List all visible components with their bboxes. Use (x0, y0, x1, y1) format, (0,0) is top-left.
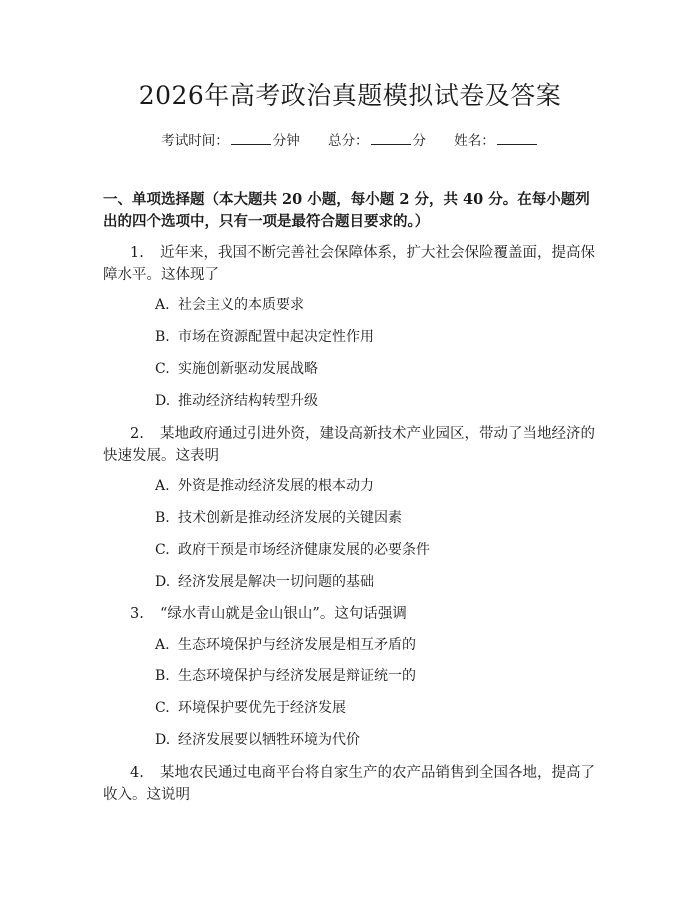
total-score-label: 总分： (328, 133, 369, 149)
question-3-option-c[interactable] (155, 698, 595, 718)
total-score-blank[interactable] (371, 131, 411, 145)
option-text: 经济发展是解决一切问题的基础 (178, 574, 374, 590)
option-text: 实施创新驱动发展战略 (178, 361, 318, 377)
question-2-option-d[interactable] (155, 572, 595, 592)
option-letter: B. (155, 329, 170, 345)
option-letter: D. (155, 732, 171, 748)
option-text: 经济发展要以牺牲环境为代价 (178, 732, 360, 748)
question-stem: 近年来，我国不断完善社会保障体系，扩大社会保险覆盖面，提高保障水平。这体现了 (103, 245, 595, 283)
option-letter: C. (155, 361, 170, 377)
question-3 (103, 603, 598, 625)
question-1 (103, 242, 598, 286)
option-text: 推动经济结构转型升级 (178, 393, 318, 409)
question-number: 2. (130, 426, 144, 442)
option-letter: A. (155, 637, 170, 653)
option-text: 生态环境保护与经济发展是相互矛盾的 (178, 637, 416, 653)
option-letter: A. (155, 297, 170, 313)
question-number: 4. (130, 765, 144, 781)
question-1-option-c[interactable] (155, 359, 595, 379)
exam-time-unit: 分钟 (272, 133, 300, 149)
question-2-option-c[interactable] (155, 540, 595, 560)
option-letter: C. (155, 700, 170, 716)
question-3-option-a[interactable] (155, 635, 595, 655)
option-letter: B. (155, 668, 170, 684)
option-letter: D. (155, 574, 171, 590)
question-1-option-b[interactable] (155, 327, 595, 347)
option-letter: C. (155, 542, 170, 558)
total-score-unit: 分 (412, 133, 426, 149)
name-field (454, 131, 539, 151)
option-text: 市场在资源配置中起决定性作用 (178, 329, 374, 345)
exam-time-blank[interactable] (231, 131, 271, 145)
option-letter: A. (155, 478, 170, 494)
question-stem: “绿水青山就是金山银山”。这句话强调 (160, 606, 407, 622)
question-stem: 某地政府通过引进外资，建设高新技术产业园区，带动了当地经济的快速发展。这表明 (103, 426, 595, 464)
question-1-option-a[interactable] (155, 295, 595, 315)
question-stem: 某地农民通过电商平台将自家生产的农产品销售到全国各地，提高了收入。这说明 (103, 765, 595, 803)
page-title: 2026年高考政治真题模拟试卷及答案 (138, 81, 562, 110)
name-blank[interactable] (497, 131, 537, 145)
question-2-option-a[interactable] (155, 476, 595, 496)
question-4 (103, 762, 598, 806)
exam-time-label: 考试时间： (161, 133, 229, 149)
option-text: 生态环境保护与经济发展是辩证统一的 (178, 668, 416, 684)
section-header: 一、单项选择题（本大题共 20 小题，每小题 2 分，共 40 分。在每小题列出的四个选项中，只有一项是最符合题目要求的。） (103, 191, 590, 230)
option-text: 政府干预是市场经济健康发展的必要条件 (178, 542, 430, 558)
name-label: 姓名： (454, 133, 495, 149)
option-letter: B. (155, 510, 170, 526)
question-1-option-d[interactable] (155, 391, 595, 411)
option-letter: D. (155, 393, 171, 409)
exam-info (0, 131, 700, 151)
question-2 (103, 423, 598, 467)
exam-time-field (161, 131, 300, 151)
option-text: 环境保护要优先于经济发展 (178, 700, 346, 716)
question-3-option-d[interactable] (155, 730, 595, 750)
option-text: 外资是推动经济发展的根本动力 (178, 478, 374, 494)
question-3-option-b[interactable] (155, 666, 595, 686)
question-2-option-b[interactable] (155, 508, 595, 528)
question-number: 1. (130, 245, 144, 261)
option-text: 社会主义的本质要求 (178, 297, 304, 313)
option-text: 技术创新是推动经济发展的关键因素 (178, 510, 402, 526)
total-score-field (328, 131, 426, 151)
question-number: 3. (130, 606, 144, 622)
